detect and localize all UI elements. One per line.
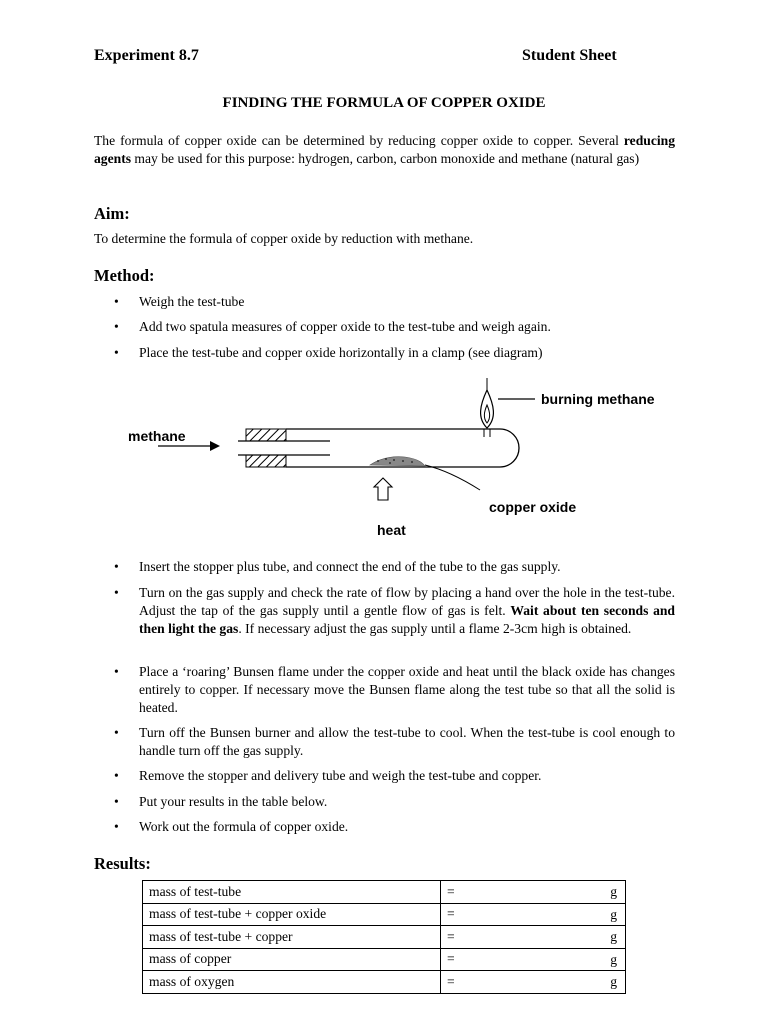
page-title: FINDING THE FORMULA OF COPPER OXIDE [222,95,546,111]
aim-text: To determine the formula of copper oxide by reduction with methane. [94,231,474,246]
bullet-icon: • [114,585,119,600]
bullet-icon: • [114,294,119,309]
bullet-icon: • [114,345,119,360]
results-table [142,880,626,994]
value-cell[interactable]: = g [441,926,626,949]
row-label: mass of test-tube [143,881,441,904]
heat-label: heat [377,522,406,538]
value-cell[interactable]: = g [441,881,626,904]
table-row [143,881,626,904]
method-step: • Insert the stopper plus tube, and connect the end of the tube to the gas supply. [114,559,561,574]
copper-oxide-pointer [425,465,480,490]
stopper [246,429,286,467]
method-step: • Put your results in the table below. [114,794,328,809]
burning-methane-label: burning methane [541,391,655,407]
value-cell[interactable]: = g [441,971,626,994]
method-step: • Turn off the Bunsen burner and allow the test-tube to cool. When the test-tube is cool enough to handle turn off the gas supply. [114,725,675,758]
arrow-head-icon [210,441,220,451]
heat-arrow-icon [374,478,392,500]
bullet-icon: • [114,319,119,334]
bullet-icon: • [114,559,119,574]
table-row [143,971,626,994]
bullet-icon: • [114,768,119,783]
aim-heading: Aim: [94,204,130,223]
table-row [143,948,626,971]
row-label: mass of oxygen [143,971,441,994]
bullet-icon: • [114,794,119,809]
method-step: • Weigh the test-tube [114,294,245,309]
methane-label: methane [128,428,186,444]
value-cell[interactable]: = g [441,948,626,971]
method-step: • Add two spatula measures of copper oxide to the test-tube and weigh again. [114,319,551,334]
bullet-icon: • [114,725,119,740]
delivery-tube [238,441,330,455]
reducing-agents-term: reducing agents [94,133,675,166]
bullet-icon: • [114,819,119,834]
method-step: • Place a ‘roaring’ Bunsen flame under the copper oxide and heat until the black oxide has changes entirely to copper. If necessary move the Bunsen flame along the test tube so that all the solid is heated. [114,664,675,715]
flame-icon [481,378,494,437]
bullet-icon: • [114,664,119,679]
method-heading: Method: [94,266,155,285]
method-step: • Place the test-tube and copper oxide horizontally in a clamp (see diagram) [114,345,543,360]
copper-oxide-label: copper oxide [489,499,577,515]
method-step: • Turn on the gas supply and check the rate of flow by placing a hand over the hole in the test-tube. Adjust the tap of the gas supply until a gentle flow of gas is felt. Wait about ten seconds and then light the gas. If necessary adjust the gas supply until a flame 2-3cm high is obtained. [114,585,675,636]
experiment-number: Experiment 8.7 [94,47,199,64]
row-label: mass of test-tube + copper [143,926,441,949]
wait-instruction: Wait about ten seconds and then light the gas [139,603,675,636]
value-cell[interactable]: = g [441,903,626,926]
copper-oxide-powder [370,457,425,466]
sheet-type: Student Sheet [522,47,617,64]
method-step: • Remove the stopper and delivery tube and weigh the test-tube and copper. [114,768,542,783]
table-row [143,926,626,949]
row-label: mass of copper [143,948,441,971]
method-step: • Work out the formula of copper oxide. [114,819,349,834]
apparatus-diagram [120,375,560,505]
table-row [143,903,626,926]
results-heading: Results: [94,854,151,873]
intro-paragraph: The formula of copper oxide can be determined by reducing copper oxide to copper. Several reducing agents may be used for this purpose: hydrogen, carbon, carbon monoxide and methane (natural gas) [94,133,675,166]
row-label: mass of test-tube + copper oxide [143,903,441,926]
